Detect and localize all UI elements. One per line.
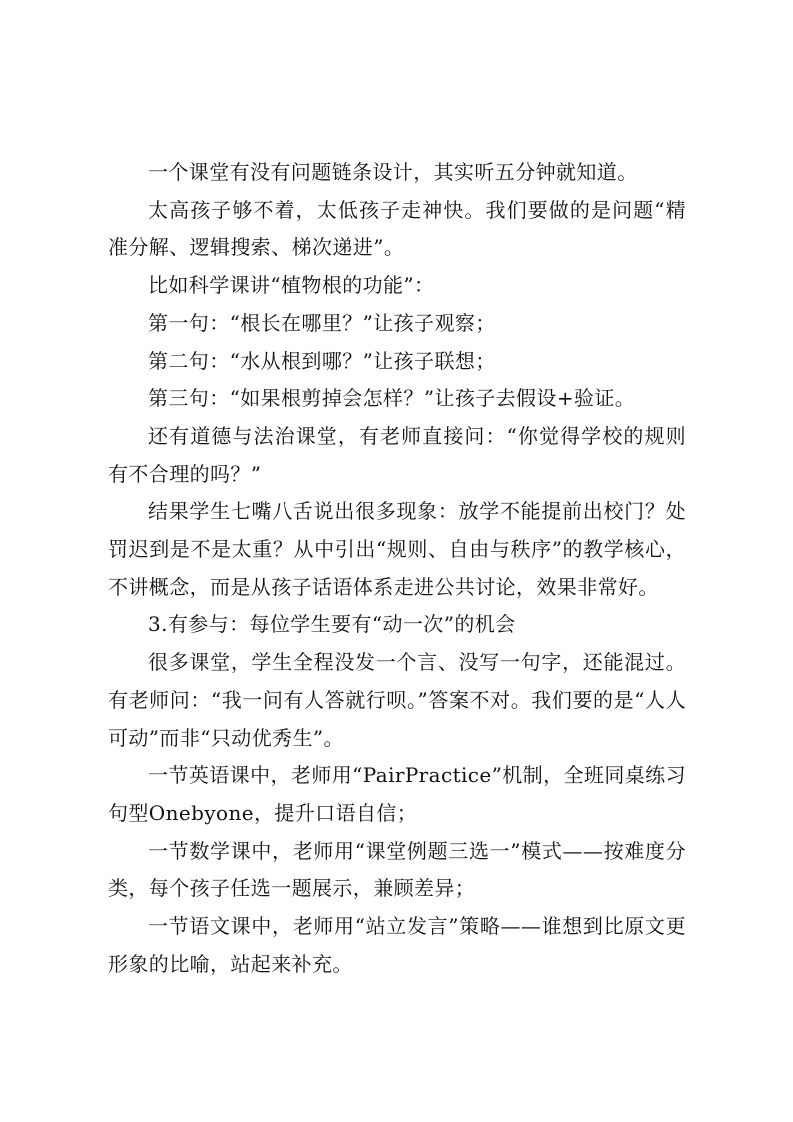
document-body bbox=[108, 154, 686, 983]
paragraph: 结果学生七嘴八舌说出很多现象：放学不能提前出校门？处罚迟到是不是太重？从中引出“规则、自由与秩序”的教学核心，不讲概念，而是从孩子话语体系走进公共讨论，效果非常好。 bbox=[108, 499, 686, 599]
paragraph: 比如科学课讲“植物根的功能”： bbox=[148, 273, 435, 298]
paragraph: 一节数学课中，老师用“课堂例题三选一”模式——按难度分类，每个孩子任选一题展示，兼顾差异； bbox=[108, 838, 686, 901]
paragraph: 太高孩子够不着，太低孩子走神快。我们要做的是问题“精准分解、逻辑搜索、梯次递进”。 bbox=[108, 197, 686, 260]
paragraph: 第一句：“根长在哪里？”让孩子观察； bbox=[148, 310, 496, 335]
paragraph: 一个课堂有没有问题链条设计，其实听五分钟就知道。 bbox=[148, 160, 638, 184]
paragraph: 第三句：“如果根剪掉会怎样？”让孩子去假设+验证。 bbox=[148, 386, 636, 411]
paragraph: 一节英语课中，老师用“PairPractice”机制，全班同桌练习句型Onebyone，提升口语自信； bbox=[108, 763, 686, 825]
paragraph: 很多课堂，学生全程没发一个言、没写一句字，还能混过。有老师问：“我一问有人答就行呗。”答案不对。我们要的是“人人可动”而非“只动优秀生”。 bbox=[108, 650, 686, 750]
paragraph: 第二句：“水从根到哪？”让孩子联想； bbox=[148, 348, 496, 373]
section-heading: 3.有参与：每位学生要有“动一次”的机会 bbox=[148, 612, 516, 637]
paragraph: 一节语文课中，老师用“站立发言”策略——谁想到比原文更形象的比喻，站起来补充。 bbox=[108, 914, 686, 976]
paragraph: 还有道德与法治课堂，有老师直接问：“你觉得学校的规则有不合理的吗？” bbox=[108, 423, 686, 486]
